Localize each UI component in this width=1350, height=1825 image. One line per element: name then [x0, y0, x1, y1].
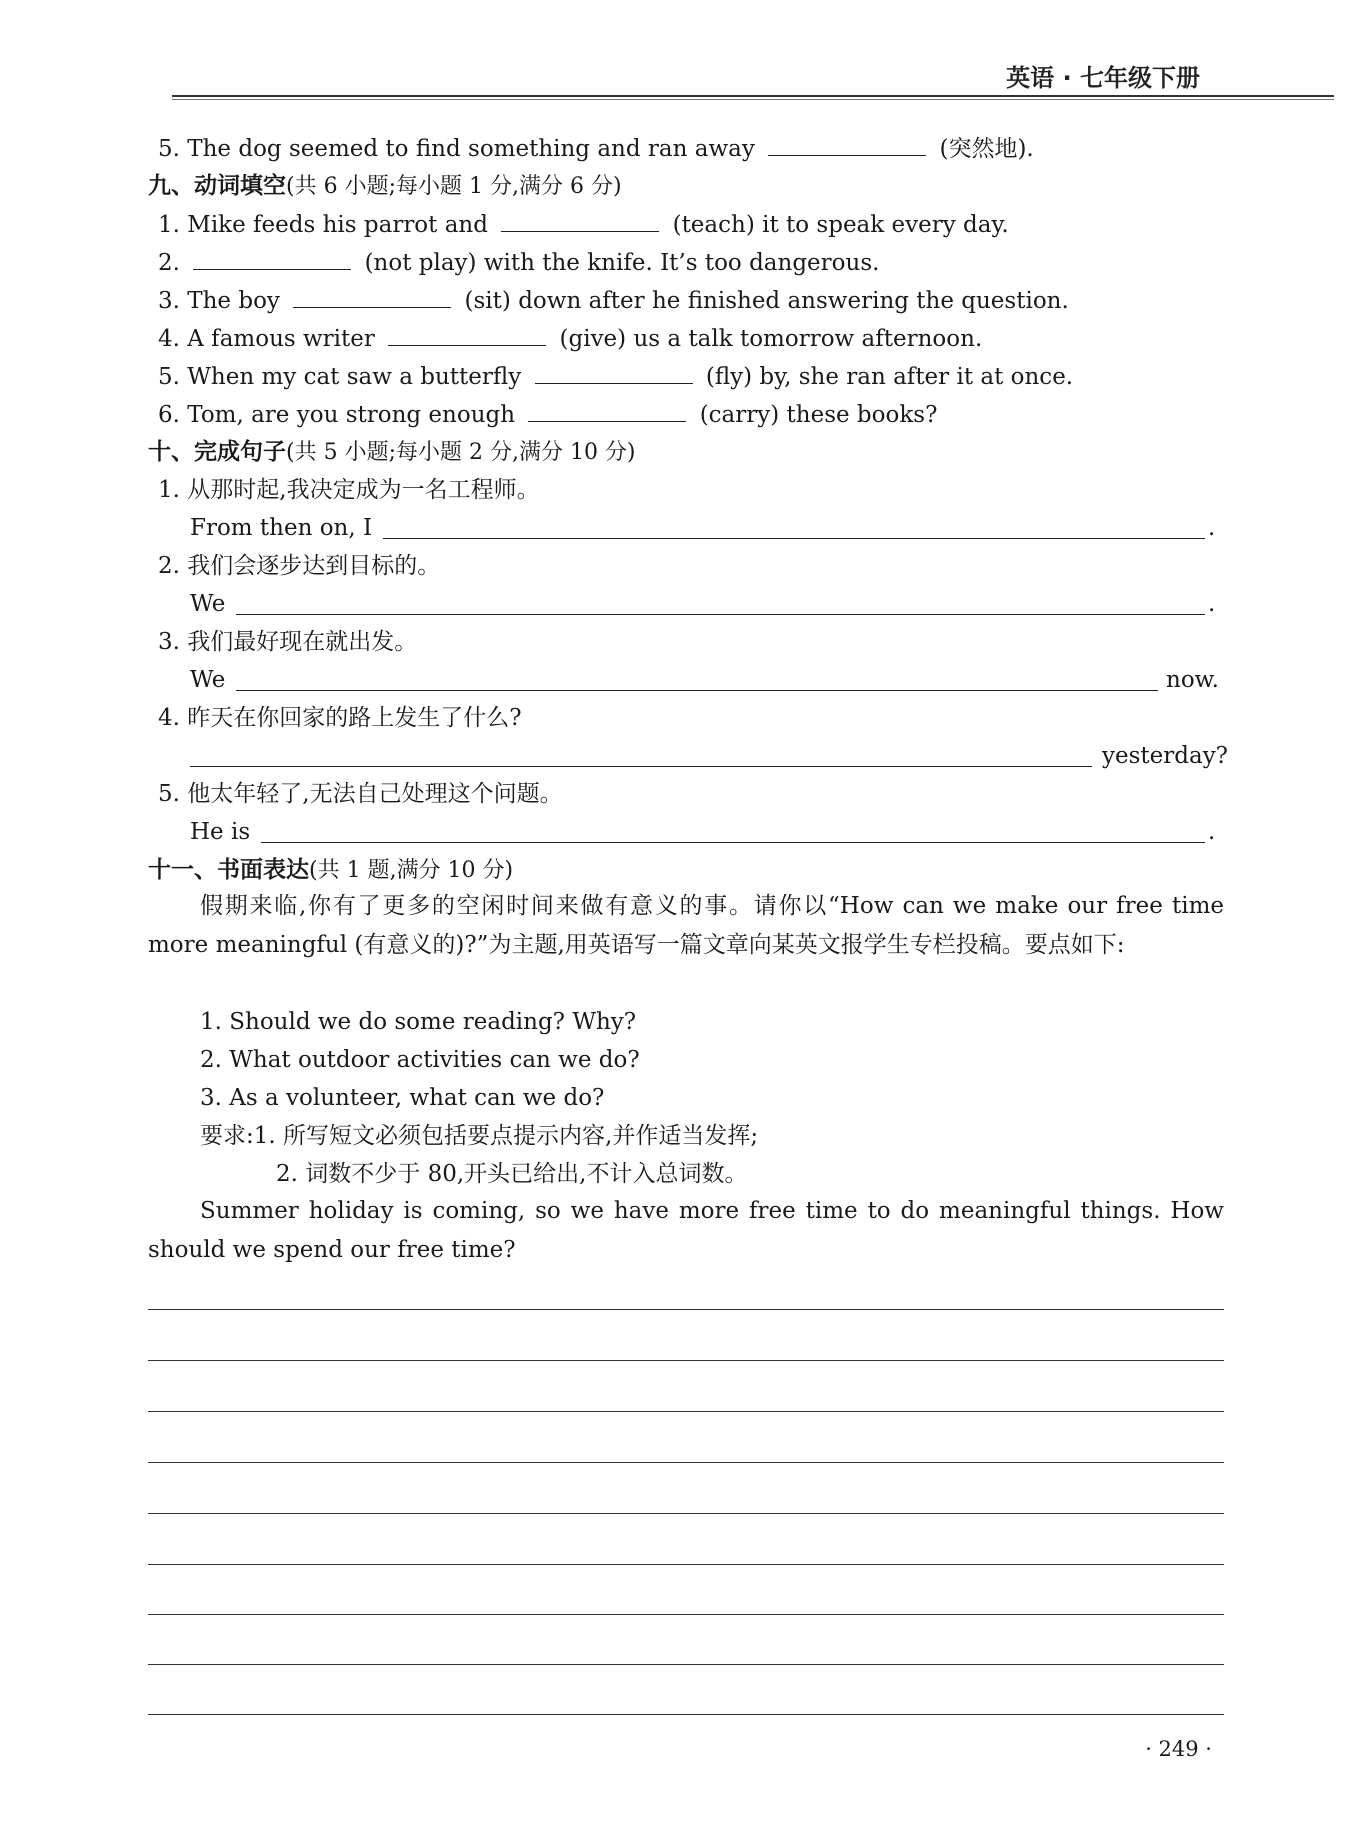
question-number: 1.: [158, 477, 180, 503]
question-8-5: [158, 133, 1034, 164]
answer-blank[interactable]: [768, 133, 926, 156]
writing-line[interactable]: [148, 1462, 1224, 1463]
writing-line[interactable]: [148, 1664, 1224, 1665]
question-text: (carry) these books?: [699, 402, 938, 428]
requirement-2: 2. 词数不少于 80,开头已给出,不计入总词数。: [276, 1161, 748, 1187]
answer-line[interactable]: [190, 766, 1092, 767]
chinese-prompt: 我们最好现在就出发。: [187, 629, 418, 655]
answer-line[interactable]: [261, 842, 1205, 843]
question-number: 3.: [158, 629, 180, 655]
question-hint: (突然地).: [939, 136, 1034, 162]
section-10-heading: [148, 437, 636, 468]
answer-blank[interactable]: [193, 247, 351, 270]
sentence-start: We: [190, 591, 226, 617]
question-10-2-prompt: [158, 551, 440, 581]
question-10-3-prompt: [158, 627, 417, 657]
section-title: 十、完成句子: [148, 439, 286, 465]
question-10-1-prompt: [158, 475, 540, 505]
section-11-heading: [148, 855, 513, 886]
writing-line[interactable]: [148, 1309, 1224, 1310]
question-text: The boy: [187, 288, 280, 314]
section-note: (共 6 小题;每小题 1 分,满分 6 分): [286, 174, 622, 199]
answer-line[interactable]: [236, 614, 1205, 615]
question-9-3: [158, 285, 1069, 316]
question-10-4-prompt: [158, 703, 522, 733]
sentence-end: .: [1208, 819, 1216, 845]
question-text: The dog seemed to find something and ran away: [187, 136, 755, 162]
sentence-start: He is: [190, 819, 251, 845]
question-9-6: [158, 399, 937, 430]
writing-point-3: 3. As a volunteer, what can we do?: [200, 1085, 605, 1111]
writing-task-intro: 假期来临,你有了更多的空闲时间来做有意义的事。请你以“How can we make our free time more meaningful (有意义的)?”为主题,用英语写一篇文章向某英文报学生专栏投稿。要点如下:: [148, 893, 1224, 958]
question-number: 6.: [158, 402, 180, 428]
question-text: (teach) it to speak every day.: [672, 212, 1009, 238]
writing-line[interactable]: [148, 1714, 1224, 1715]
question-9-2: [158, 247, 879, 278]
question-text: When my cat saw a butterfly: [187, 364, 522, 390]
question-text: (sit) down after he finished answering the question.: [464, 288, 1069, 314]
sentence-start: From then on, I: [190, 515, 373, 541]
sentence-end: .: [1208, 515, 1216, 541]
sentence-end: now.: [1166, 667, 1219, 693]
requirement-label: 要求:: [200, 1123, 254, 1149]
question-text: A famous writer: [187, 326, 375, 352]
requirement-text: 1. 所写短文必须包括要点提示内容,并作适当发挥;: [253, 1123, 759, 1149]
question-number: 5.: [158, 364, 180, 390]
question-number: 2.: [158, 553, 180, 579]
question-text: (fly) by, she ran after it at once.: [705, 364, 1074, 390]
sentence-start: We: [190, 667, 226, 693]
header-rule-thin: [172, 99, 1334, 100]
question-number: 2.: [158, 250, 180, 276]
question-number: 3.: [158, 288, 180, 314]
question-text: (not play) with the knife. It’s too dangerous.: [364, 250, 880, 276]
question-number: 4.: [158, 705, 180, 731]
question-9-5: [158, 361, 1073, 392]
answer-blank[interactable]: [293, 285, 451, 308]
writing-line[interactable]: [148, 1614, 1224, 1615]
question-text: Mike feeds his parrot and: [187, 212, 488, 238]
sentence-end: yesterday?: [1102, 743, 1229, 769]
answer-blank[interactable]: [535, 361, 693, 384]
section-title: 十一、书面表达: [148, 857, 309, 883]
running-header: 英语 · 七年级下册: [1006, 64, 1200, 92]
writing-line[interactable]: [148, 1564, 1224, 1565]
chinese-prompt: 从那时起,我决定成为一名工程师。: [187, 477, 540, 503]
writing-line[interactable]: [148, 1411, 1224, 1412]
question-number: 5.: [158, 781, 180, 807]
question-text: (give) us a talk tomorrow afternoon.: [559, 326, 983, 352]
requirement-1: [200, 1121, 758, 1151]
section-note: (共 5 小题;每小题 2 分,满分 10 分): [286, 440, 636, 465]
section-title: 九、动词填空: [148, 173, 286, 199]
section-note: (共 1 题,满分 10 分): [309, 858, 514, 883]
question-number: 5.: [158, 136, 180, 162]
writing-line[interactable]: [148, 1360, 1224, 1361]
question-number: 1.: [158, 212, 180, 238]
page-number: · 249 ·: [1145, 1737, 1212, 1761]
chinese-prompt: 昨天在你回家的路上发生了什么?: [187, 705, 522, 731]
question-number: 4.: [158, 326, 180, 352]
chinese-prompt: 我们会逐步达到目标的。: [187, 553, 441, 579]
section-9-heading: [148, 171, 622, 202]
answer-blank[interactable]: [388, 323, 546, 346]
writing-line[interactable]: [148, 1513, 1224, 1514]
essay-opening: Summer holiday is coming, so we have more free time to do meaningful things. How should we spend our free time?: [148, 1198, 1224, 1263]
question-9-4: [158, 323, 982, 354]
answer-line[interactable]: [383, 538, 1205, 539]
question-10-5-prompt: [158, 779, 563, 809]
answer-line[interactable]: [236, 690, 1158, 691]
question-9-1: [158, 209, 1009, 240]
header-rule: [172, 95, 1334, 97]
question-text: Tom, are you strong enough: [187, 402, 516, 428]
chinese-prompt: 他太年轻了,无法自己处理这个问题。: [187, 781, 563, 807]
answer-blank[interactable]: [528, 399, 686, 422]
writing-point-1: 1. Should we do some reading? Why?: [200, 1009, 637, 1035]
writing-point-2: 2. What outdoor activities can we do?: [200, 1047, 640, 1073]
answer-blank[interactable]: [501, 209, 659, 232]
sentence-end: .: [1208, 591, 1216, 617]
